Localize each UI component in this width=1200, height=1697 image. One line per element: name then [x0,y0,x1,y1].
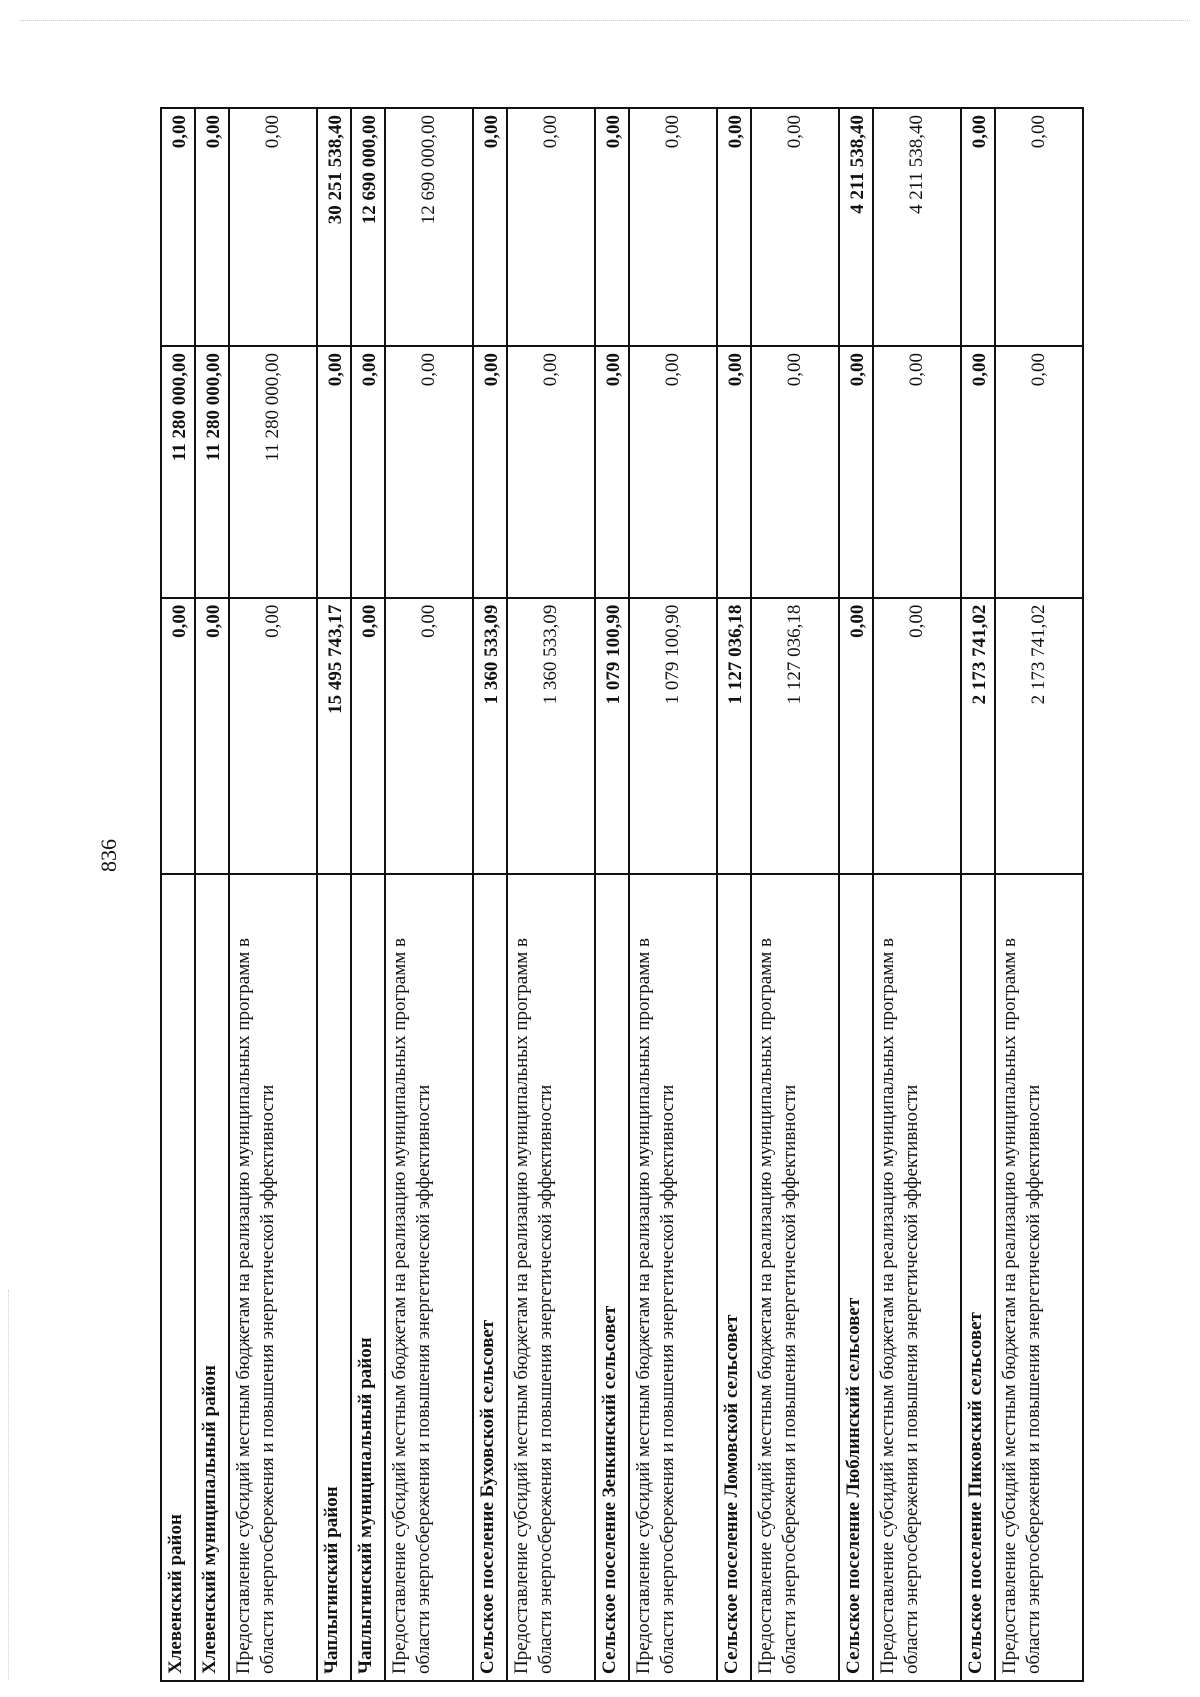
row-value-3-cell: 4 211 538,40 [873,108,961,346]
row-value-2-cell: 0,00 [629,346,717,598]
row-value-3-cell: 0,00 [229,108,317,346]
row-value-2-cell: 0,00 [751,346,839,598]
row-value-2-cell: 0,00 [961,346,995,598]
row-value-3-cell: 4 211 538,40 [839,108,873,346]
row-value-1-cell: 2 173 741,02 [961,598,995,875]
page-number: 836 [96,839,121,872]
row-value-3-cell: 0,00 [507,108,595,346]
row-name-cell: Предоставление субсидий местным бюджетам на реализацию муниципальных программ в области энергосбережения и повышения энергетической эффективности [507,874,595,1681]
row-value-2-cell: 0,00 [385,346,473,598]
row-value-1-cell: 1 360 533,09 [507,598,595,875]
row-name-cell: Предоставление субсидий местным бюджетам на реализацию муниципальных программ в области энергосбережения и повышения энергетической эффективности [229,874,317,1681]
row-value-3-cell: 0,00 [473,108,507,346]
row-value-3-cell: 0,00 [995,108,1083,346]
row-value-1-cell: 1 127 036,18 [717,598,751,875]
row-value-2-cell: 0,00 [717,346,751,598]
row-value-2-cell: 11 280 000,00 [195,346,229,598]
row-value-1-cell: 2 173 741,02 [995,598,1083,875]
row-value-2-cell: 0,00 [839,346,873,598]
row-name-cell: Чаплыгинский район [317,874,351,1681]
budget-table-container [160,107,1049,1682]
row-value-3-cell: 0,00 [629,108,717,346]
row-name-cell: Сельское поселение Люблинский сельсовет [839,874,873,1681]
row-value-3-cell: 0,00 [595,108,629,346]
row-name-cell: Предоставление субсидий местным бюджетам на реализацию муниципальных программ в области энергосбережения и повышения энергетической эффективности [385,874,473,1681]
row-value-1-cell: 1 079 100,90 [595,598,629,875]
row-value-1-cell: 1 360 533,09 [473,598,507,875]
row-name-cell: Сельское поселение Зенкинский сельсовет [595,874,629,1681]
table-row-detail [751,108,839,1681]
row-value-1-cell: 0,00 [385,598,473,875]
table-row-detail [229,108,317,1681]
row-value-2-cell: 11 280 000,00 [229,346,317,598]
row-value-3-cell: 0,00 [195,108,229,346]
row-value-2-cell: 0,00 [995,346,1083,598]
row-value-1-cell: 0,00 [839,598,873,875]
table-row-detail [873,108,961,1681]
table-row-heading [473,108,507,1681]
table-body [161,108,1083,1681]
row-value-1-cell: 0,00 [161,598,195,875]
row-value-2-cell: 0,00 [317,346,351,598]
row-value-3-cell: 12 690 000,00 [351,108,385,346]
row-value-3-cell: 0,00 [751,108,839,346]
row-value-1-cell: 15 495 743,17 [317,598,351,875]
row-value-3-cell: 0,00 [961,108,995,346]
table-row-heading [351,108,385,1681]
row-value-1-cell: 0,00 [229,598,317,875]
row-value-3-cell: 0,00 [717,108,751,346]
scan-edge-top [20,20,1190,21]
row-value-3-cell: 0,00 [161,108,195,346]
table-row-heading [717,108,751,1681]
row-name-cell: Предоставление субсидий местным бюджетам на реализацию муниципальных программ в области энергосбережения и повышения энергетической эффективности [995,874,1083,1681]
row-value-2-cell: 0,00 [351,346,385,598]
table-row-detail [507,108,595,1681]
row-value-2-cell: 0,00 [473,346,507,598]
table-row-detail [629,108,717,1681]
row-value-1-cell: 0,00 [195,598,229,875]
scan-edge-left [8,1290,9,1680]
row-value-1-cell: 0,00 [351,598,385,875]
row-name-cell: Сельское поселение Пиковский сельсовет [961,874,995,1681]
table-row-heading [317,108,351,1681]
table-row-heading [195,108,229,1681]
row-value-2-cell: 0,00 [507,346,595,598]
table-row-heading [161,108,195,1681]
row-value-3-cell: 30 251 538,40 [317,108,351,346]
table-row-heading [961,108,995,1681]
row-value-2-cell: 0,00 [595,346,629,598]
row-value-2-cell: 0,00 [873,346,961,598]
row-name-cell: Хлевенский муниципальный район [195,874,229,1681]
row-value-1-cell: 1 079 100,90 [629,598,717,875]
row-name-cell: Предоставление субсидий местным бюджетам на реализацию муниципальных программ в области энергосбережения и повышения энергетической эффективности [873,874,961,1681]
table-row-heading [839,108,873,1681]
row-name-cell: Предоставление субсидий местным бюджетам на реализацию муниципальных программ в области энергосбережения и повышения энергетической эффективности [751,874,839,1681]
row-name-cell: Чаплыгинский муниципальный район [351,874,385,1681]
row-name-cell: Предоставление субсидий местным бюджетам на реализацию муниципальных программ в области энергосбережения и повышения энергетической эффективности [629,874,717,1681]
budget-table [160,107,1084,1682]
row-name-cell: Хлевенский район [161,874,195,1681]
row-value-1-cell: 0,00 [873,598,961,875]
table-row-heading [595,108,629,1681]
row-value-1-cell: 1 127 036,18 [751,598,839,875]
row-name-cell: Сельское поселение Ломовской сельсовет [717,874,751,1681]
row-value-3-cell: 12 690 000,00 [385,108,473,346]
table-row-detail [995,108,1083,1681]
row-value-2-cell: 11 280 000,00 [161,346,195,598]
table-row-detail [385,108,473,1681]
row-name-cell: Сельское поселение Буховской сельсовет [473,874,507,1681]
